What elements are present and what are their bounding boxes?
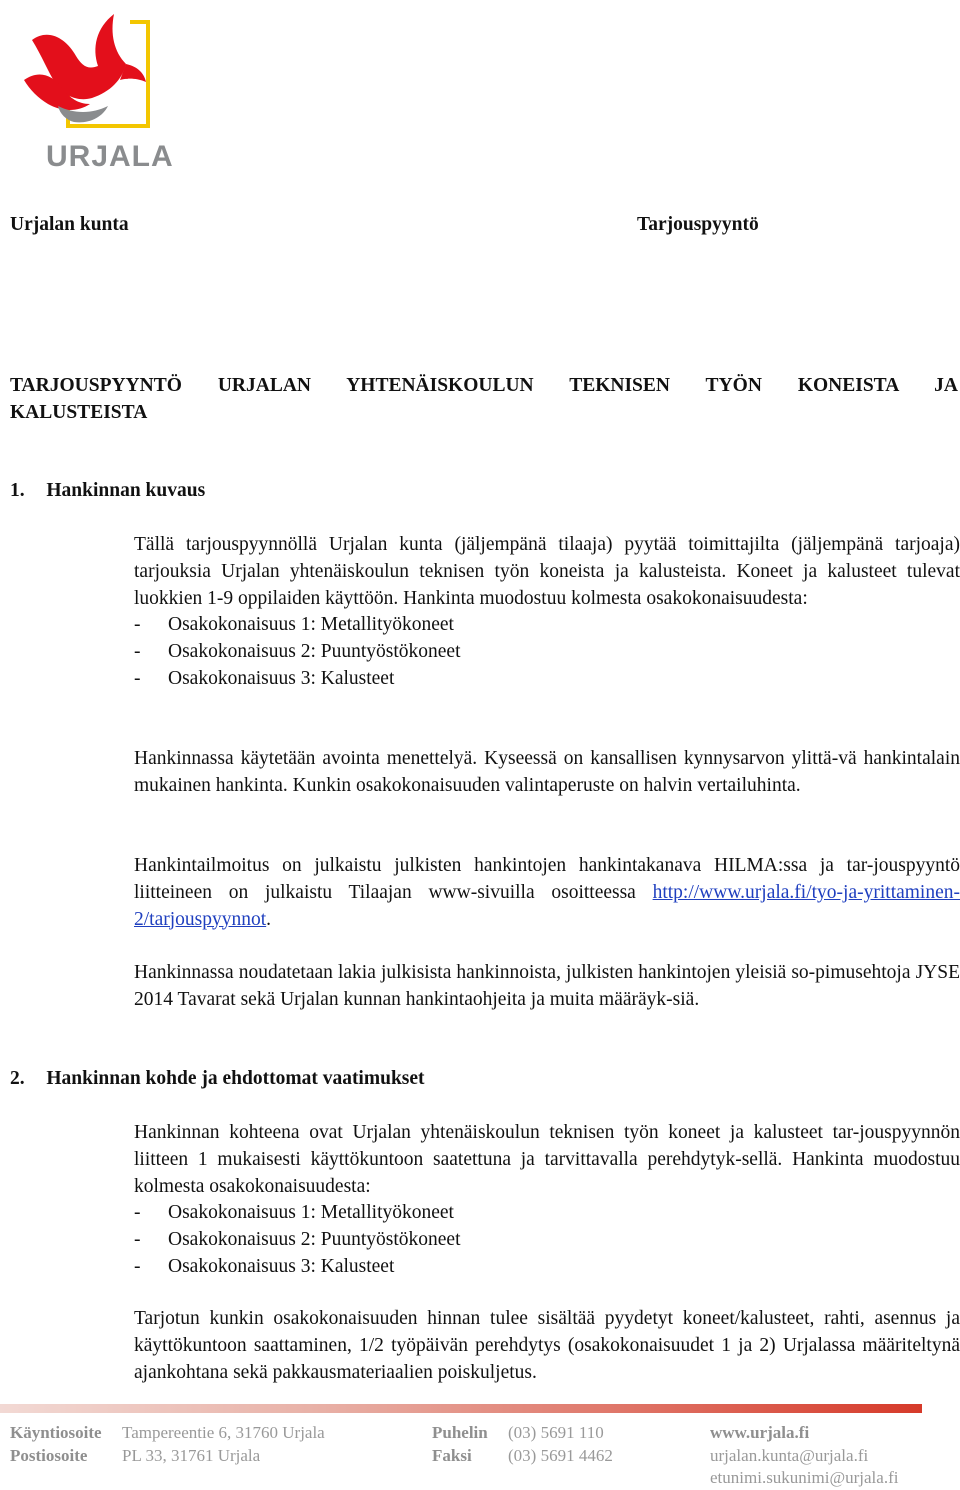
section-2-heading <box>10 1068 425 1090</box>
section-2-intro <box>134 1120 960 1281</box>
notice-text: Hankintailmoitus on julkaistu julkisten hankintojen hankintakanava HILMA:ssa ja tar-jouspyyntö liitteineen on julkaistu Tilaajan www-sivuilla osoitteessa <box>134 855 960 903</box>
logo-wordmark: URJALA <box>46 140 174 173</box>
urjala-logo <box>18 8 174 178</box>
website-link[interactable]: www.urjala.fi <box>710 1423 810 1442</box>
section-2-list <box>134 1200 960 1280</box>
section-1-heading <box>10 480 205 502</box>
list-item: - Osakokonaisuus 2: Puuntyöstökoneet <box>134 641 461 663</box>
section-2-title: Hankinnan kohde ja ehdottomat vaatimukset <box>46 1068 425 1089</box>
footer-web <box>710 1422 898 1490</box>
title-line-2: KALUSTEISTA <box>10 402 148 423</box>
section-1-title: Hankinnan kuvaus <box>46 480 206 501</box>
footer-contact: Puhelin (03) 5691 110 Faksi (03) 5691 4462 <box>432 1423 613 1465</box>
section-2-price: Tarjotun kunkin osakokonaisuuden hinnan tulee sisältää pyydetyt koneet/kalusteet, rahti, asennus ja käyttökuntoon saattaminen, 1/2 työpäivän perehdytys (osakokonaisuudet 1 ja 2) Urjalassa määriteltynä ajankohtana sekä pakkausmateriaalien poiskuljetus. <box>134 1308 960 1383</box>
section-1-list <box>134 612 960 692</box>
footer-address: Käyntiosoite Tampereentie 6, 31760 Urjala Postiosoite PL 33, 31761 Urjala <box>10 1423 325 1465</box>
document-title <box>10 372 958 426</box>
list-item: - Osakokonaisuus 1: Metallityökoneet <box>134 614 454 636</box>
section-1-notice: Hankintailmoitus on julkaistu julkisten hankintojen hankintakanava HILMA:ssa ja tar-jouspyyntö liitteineen on julkaistu Tilaajan www-sivuilla osoitteessa http://www.urjala.fi/tyo-ja-yrittaminen-2/tarjouspyynnot. <box>134 855 960 930</box>
section-1-number: 1. <box>10 480 25 501</box>
list-item: - Osakokonaisuus 2: Puuntyöstökoneet <box>134 1229 461 1251</box>
section-2-number: 2. <box>10 1068 25 1089</box>
section-1-intro <box>134 532 960 693</box>
list-item: - Osakokonaisuus 3: Kalusteet <box>134 1255 395 1277</box>
list-item: - Osakokonaisuus 1: Metallityökoneet <box>134 1202 454 1224</box>
list-item: - Osakokonaisuus 3: Kalusteet <box>134 667 395 689</box>
footer-divider <box>0 1404 922 1413</box>
title-line-1: TARJOUSPYYNTÖ URJALAN YHTENÄISKOULUN TEKNISEN TYÖN KONEISTA JA <box>10 375 958 396</box>
email-link[interactable]: urjalan.kunta@urjala.fi <box>710 1445 869 1465</box>
tender-documents-link[interactable]: http://www.urjala.fi/tyo-ja-yrittaminen-2/tarjouspyynnot <box>134 881 960 930</box>
organization-name: Urjalan kunta <box>10 214 129 235</box>
document-type: Tarjouspyyntö <box>637 214 759 235</box>
section-1-procedure: Hankinnassa käytetään avointa menettelyä. Kyseessä on kansallisen kynnysarvon ylittä-vä hankintalain mukainen hankinta. Kunkin osakokonaisuuden valintaperuste on halvin vertailuhinta. <box>134 748 960 796</box>
section-1-intro-text: Tällä tarjouspyynnöllä Urjalan kunta (jäljempänä tilaaja) pyytää toimittajilta (jäljempänä tarjoaja) tarjouksia Urjalan yhtenäiskoulun teknisen työn koneista ja kalusteista. Koneet ja kalusteet tulevat luokkien 1-9 oppilaiden käyttöön. Hankinta muodostuu kolmesta osakokonaisuudesta: <box>134 534 960 609</box>
section-2-intro-text: Hankinnan kohteena ovat Urjalan yhtenäiskoulun teknisen työn koneet ja kalusteet tar-jouspyynnön liitteen 1 mukaisesti käyttökuntoon saatettuna ja tarvittavalla perehdytyk-sellä. Hankinta muodostuu kolmesta osakokonaisuudesta: <box>134 1122 960 1197</box>
email-pattern: etunimi.sukunimi@urjala.fi <box>710 1468 899 1487</box>
section-1-law: Hankinnassa noudatetaan lakia julkisista hankinnoista, julkisten hankintojen yleisiä so-pimusehtoja JYSE 2014 Tavarat sekä Urjalan kunnan hankintaohjeita ja muita määräyk-siä. <box>134 962 960 1010</box>
